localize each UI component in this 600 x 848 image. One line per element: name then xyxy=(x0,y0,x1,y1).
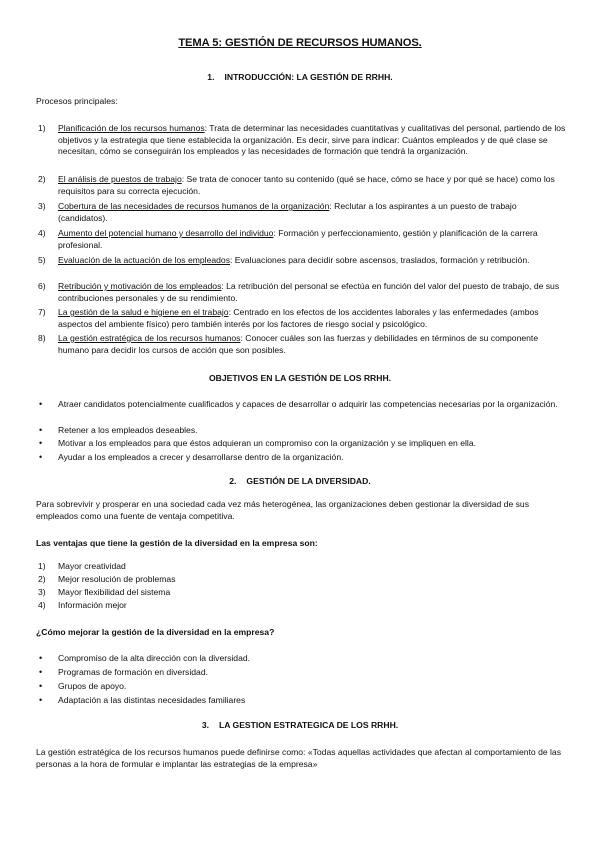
process-description: : Trata de determinar las necesidades cuantitativas y cualitativas del personal, partiendo de los objetivos y la estrategia que tiene establecida la organización. Es decir, sirve para indicar: Cuántos empleados y de qué clase se necesitan, cómo se conseguirán los empleados y las necesidades de formación que tendrá la organización. xyxy=(58,123,566,157)
list-item xyxy=(36,561,568,573)
list-item xyxy=(36,438,568,450)
list-item xyxy=(36,574,568,586)
bullet-icon: • xyxy=(39,425,43,435)
objective-text: Retener a los empleados deseables. xyxy=(58,425,198,435)
improvement-text: Grupos de apoyo. xyxy=(58,681,127,691)
bullet-icon: • xyxy=(39,452,43,462)
list-number: 4) xyxy=(38,228,46,238)
objective-text: Atraer candidatos potencialmente cualificados y capaces de desarrollar o adquirir las competencias necesarias por la organización. xyxy=(58,399,558,409)
process-term: Aumento del potencial humano y desarrollo del individuo xyxy=(58,228,274,238)
process-description: : Reclutar a los aspirantes a un puesto de trabajo (candidatos). xyxy=(58,201,517,223)
list-item xyxy=(36,255,568,267)
process-term: El análisis de puestos de trabajo xyxy=(58,174,182,184)
process-description: : Formación y perfeccionamiento, gestión y planificación de la carrera profesional. xyxy=(58,228,538,250)
section-3-heading xyxy=(0,720,600,732)
list-number: 5) xyxy=(38,255,46,265)
process-term: Planificación de los recursos humanos xyxy=(58,123,205,133)
list-number: 3) xyxy=(38,201,46,211)
list-item xyxy=(36,452,568,464)
process-description: : La retribución del personal se efectúa en función del valor del puesto de trabajo, de sus contribuciones personales y de su rendimiento. xyxy=(58,281,560,303)
section-number: 1. xyxy=(207,72,215,82)
section-number: 3. xyxy=(201,720,209,730)
process-term: La gestión de la salud e higiene en el trabajo xyxy=(58,307,229,317)
section-number: 2. xyxy=(229,476,237,486)
list-item xyxy=(36,228,568,251)
list-item xyxy=(36,600,568,612)
objective-text: Ayudar a los empleados a crecer y desarrollarse dentro de la organización. xyxy=(58,452,344,462)
section-title: GESTIÓN DE LA DIVERSIDAD. xyxy=(246,476,371,486)
bullet-icon: • xyxy=(39,653,43,663)
advantage-text: Mayor creatividad xyxy=(58,561,126,571)
advantage-text: Información mejor xyxy=(58,600,127,610)
process-term: Retribución y motivación de los empleados xyxy=(58,281,222,291)
list-item xyxy=(36,653,568,665)
list-number: 2) xyxy=(38,574,46,584)
advantages-title: Las ventajas que tiene la gestión de la diversidad en la empresa son: xyxy=(36,538,318,548)
improvement-text: Programas de formación en diversidad. xyxy=(58,667,208,677)
list-item xyxy=(36,307,568,330)
improve-title: ¿Cómo mejorar la gestión de la diversidad en la empresa? xyxy=(36,627,275,637)
process-description: : Se trata de conocer tanto su contenido (qué se hace, cómo se hace y por qué se hace) como los requisitos para su correcta ejecución. xyxy=(58,174,555,196)
list-number: 4) xyxy=(38,600,46,610)
list-number: 1) xyxy=(38,561,46,571)
section-title: LA GESTION ESTRATEGICA DE LOS RRHH. xyxy=(218,720,399,730)
list-item xyxy=(36,201,568,224)
list-item xyxy=(36,681,568,693)
processes-intro: Procesos principales: xyxy=(36,96,118,106)
process-description: : Centrado en los efectos de los accidentes laborales y las enfermedades (ambos aspectos del ambiente físico) pero también interés por los factores de riesgo social y psicológico. xyxy=(58,307,539,329)
advantage-text: Mejor resolución de problemas xyxy=(58,574,176,584)
process-description: : Conocer cuáles son las fuerzas y debilidades en términos de su componente humano para decidir los cursos de acción que son posibles. xyxy=(58,333,539,355)
list-number: 3) xyxy=(38,587,46,597)
bullet-icon: • xyxy=(39,667,43,677)
strategic-intro: La gestión estratégica de los recursos humanos puede definirse como: «Todas aquellas actividades que afectan al comportamiento de las personas a la hora de formular e implantar las estrategias de la empresa» xyxy=(36,747,562,769)
advantage-text: Mayor flexibilidad del sistema xyxy=(58,587,171,597)
list-number: 1) xyxy=(38,123,46,133)
process-description: : Evaluaciones para decidir sobre ascensos, traslados, formación y retribución. xyxy=(230,255,530,265)
list-item xyxy=(36,695,568,707)
list-number: 6) xyxy=(38,281,46,291)
list-number: 8) xyxy=(38,333,46,343)
process-term: Evaluación de la actuación de los empleados xyxy=(58,255,230,265)
bullet-icon: • xyxy=(39,695,43,705)
bullet-icon: • xyxy=(39,438,43,448)
diversity-intro: Para sobrevivir y prosperar en una sociedad cada vez más heterogénea, las organizaciones deben gestionar la diversidad de sus empleados como una fuente de ventaja competitiva. xyxy=(36,499,530,521)
list-item xyxy=(36,281,568,304)
objectives-heading: OBJETIVOS EN LA GESTIÓN DE LOS RRHH. xyxy=(208,373,392,383)
list-number: 7) xyxy=(38,307,46,317)
list-item xyxy=(36,587,568,599)
process-term: Cobertura de las necesidades de recursos humanos de la organización xyxy=(58,201,330,211)
objective-text: Motivar a los empleados para que éstos adquieran un compromiso con la organización y se impliquen en ella. xyxy=(58,438,476,448)
list-item xyxy=(36,333,568,356)
bullet-icon: • xyxy=(39,399,43,409)
list-item xyxy=(36,174,568,197)
section-2-heading xyxy=(0,476,600,488)
list-item xyxy=(36,667,568,679)
list-item xyxy=(36,123,568,158)
improvement-text: Adaptación a las distintas necesidades familiares xyxy=(58,695,246,705)
section-title: INTRODUCCIÓN: LA GESTIÓN DE RRHH. xyxy=(224,72,393,82)
bullet-icon: • xyxy=(39,681,43,691)
section-1-heading xyxy=(0,72,600,84)
improvement-text: Compromiso de la alta dirección con la diversidad. xyxy=(58,653,251,663)
list-item xyxy=(36,425,568,437)
document-title: TEMA 5: GESTIÓN DE RECURSOS HUMANOS. xyxy=(178,37,422,49)
process-term: La gestión estratégica de los recursos humanos xyxy=(58,333,241,343)
list-number: 2) xyxy=(38,174,46,184)
list-item xyxy=(36,399,568,411)
